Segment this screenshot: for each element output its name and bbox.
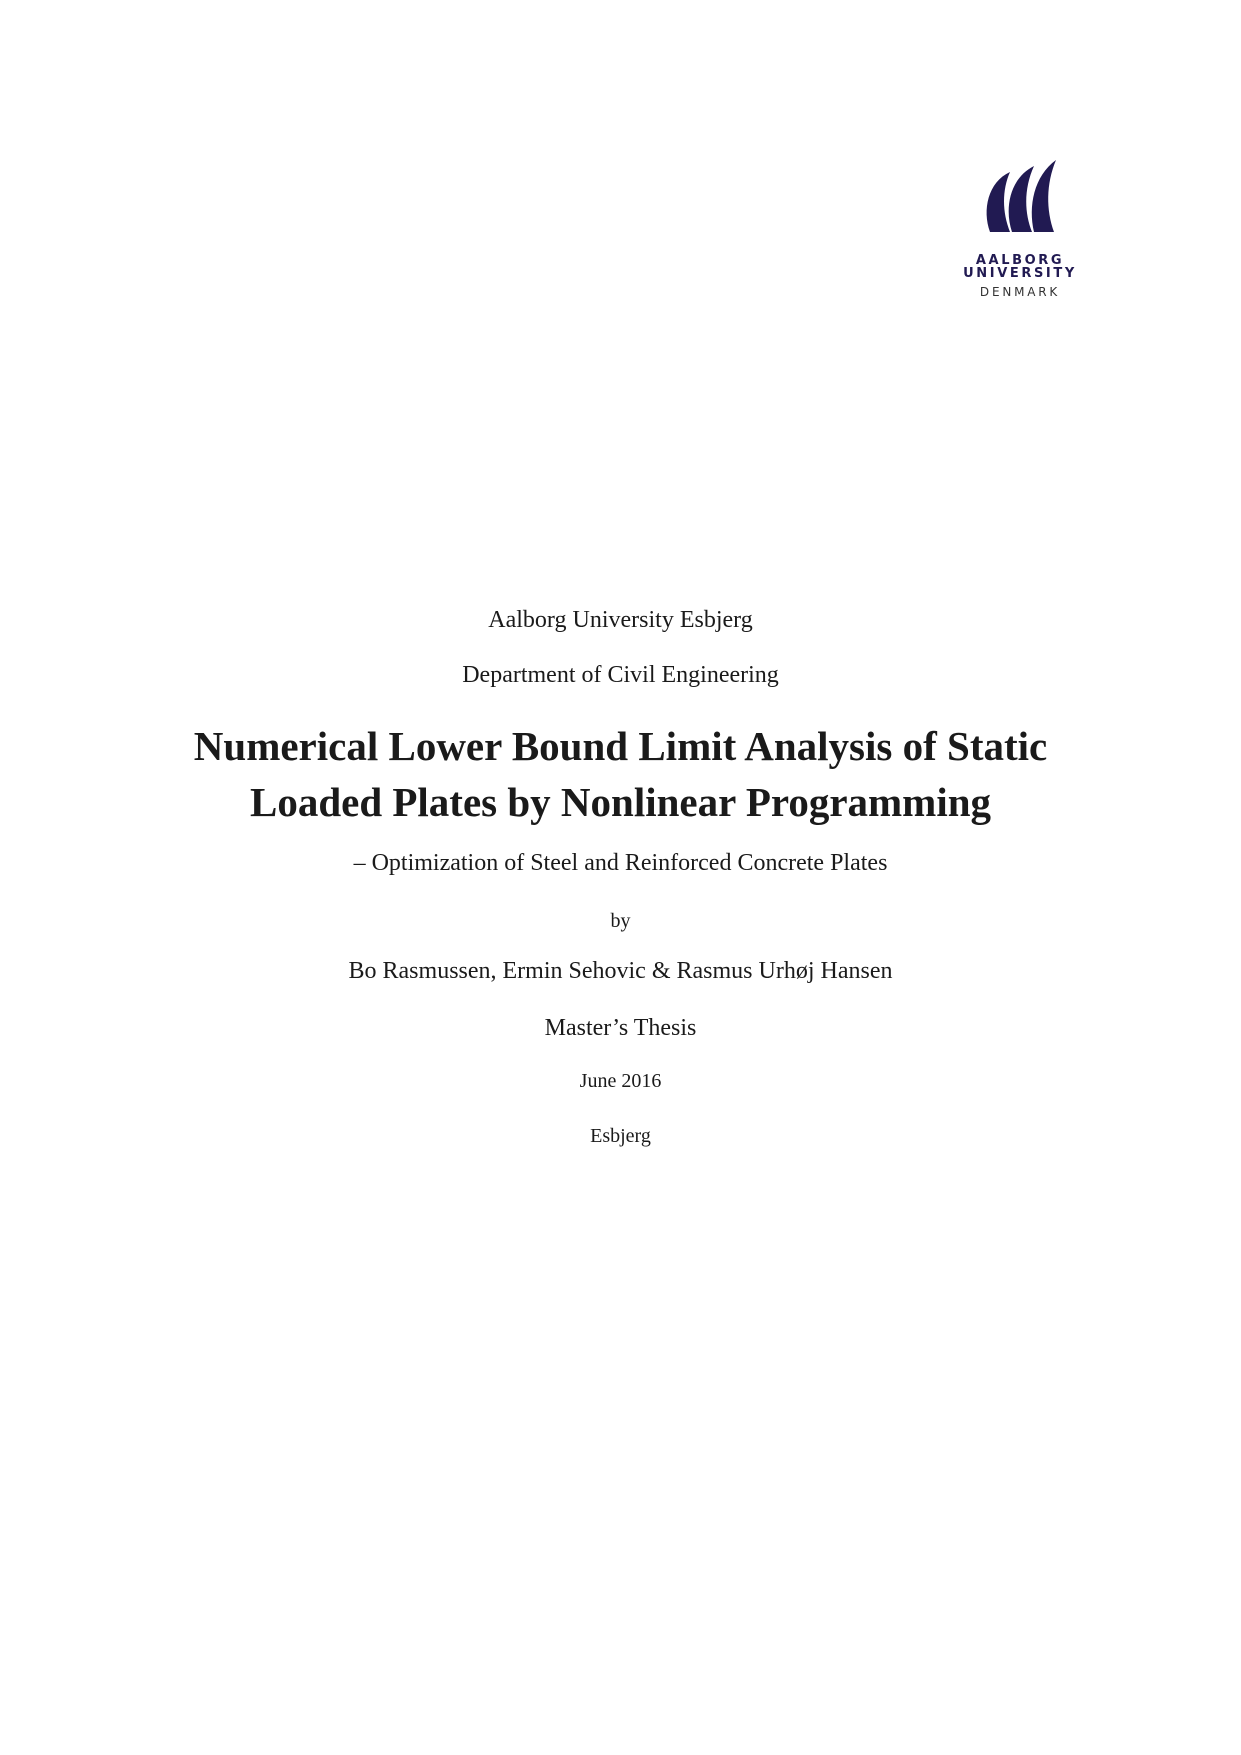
thesis-title bbox=[0, 718, 1241, 830]
logo-country: DENMARK bbox=[979, 285, 1061, 299]
place: Esbjerg bbox=[590, 1125, 651, 1147]
logo-text bbox=[920, 254, 1120, 298]
department-name: Department of Civil Engineering bbox=[462, 662, 779, 688]
date: June 2016 bbox=[579, 1070, 662, 1092]
thesis-title-line-1: Numerical Lower Bound Limit Analysis of Static bbox=[193, 723, 1048, 769]
institution-name: Aalborg University Esbjerg bbox=[488, 607, 753, 633]
by-label: by bbox=[610, 910, 631, 932]
thesis-subtitle: – Optimization of Steel and Reinforced Concrete Plates bbox=[353, 850, 888, 876]
aau-waves-icon bbox=[980, 160, 1060, 236]
document-type: Master’s Thesis bbox=[544, 1015, 697, 1041]
university-logo bbox=[920, 160, 1120, 299]
thesis-title-line-2: Loaded Plates by Nonlinear Programming bbox=[249, 779, 992, 825]
logo-university-name: AALBORG UNIVERSITY bbox=[963, 253, 1077, 281]
authors: Bo Rasmussen, Ermin Sehovic & Rasmus Urhøj Hansen bbox=[348, 958, 893, 984]
